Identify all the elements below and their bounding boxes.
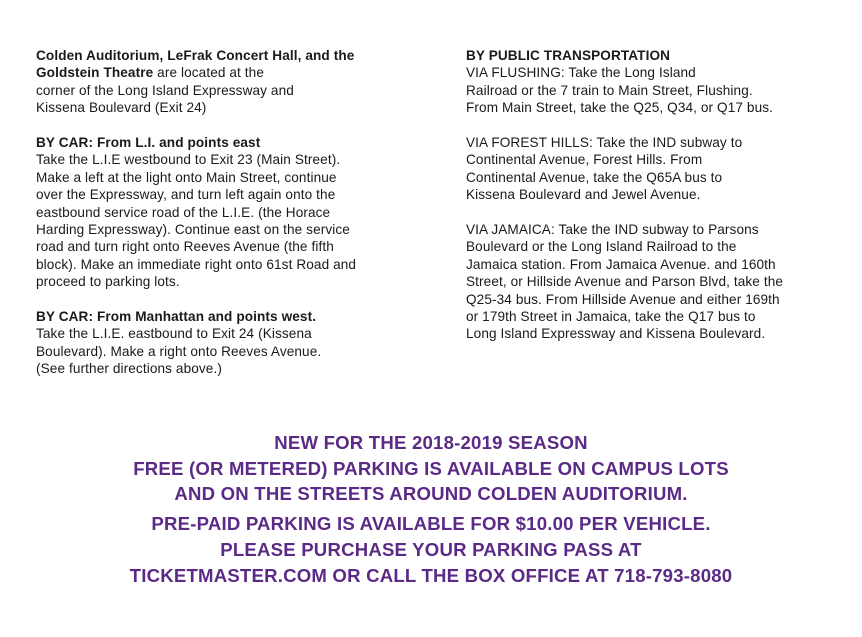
car-east-line: block). Make an immediate right onto 61st Road and bbox=[36, 256, 357, 272]
forest-hills-line: Continental Avenue, take the Q65A bus to bbox=[466, 169, 723, 185]
car-east-line: eastbound service road of the L.I.E. (the Horace bbox=[36, 204, 331, 220]
venue-names-line: Colden Auditorium, LeFrak Concert Hall, and the bbox=[36, 48, 355, 63]
box-office-contact-line: TICKETMASTER.COM OR CALL THE BOX OFFICE AT 718-793-8080 bbox=[129, 565, 733, 586]
car-west-directions bbox=[36, 308, 436, 378]
left-column bbox=[36, 47, 436, 395]
location-text: are located at the bbox=[153, 65, 265, 81]
jamaica-line: Jamaica station. From Jamaica Avenue. and 160th bbox=[466, 256, 776, 272]
venue-intro bbox=[36, 47, 436, 117]
right-column bbox=[466, 47, 846, 360]
location-line-4: Kissena Boulevard (Exit 24) bbox=[36, 100, 207, 116]
car-east-directions bbox=[36, 134, 436, 291]
car-east-line: over the Expressway, and turn left again onto the bbox=[36, 187, 336, 203]
jamaica-line: VIA JAMAICA: Take the IND subway to Parsons bbox=[466, 222, 759, 238]
forest-hills-line: Kissena Boulevard and Jewel Avenue. bbox=[466, 187, 701, 203]
public-transport-heading: BY PUBLIC TRANSPORTATION bbox=[466, 48, 671, 63]
forest-hills-directions bbox=[466, 134, 846, 204]
free-parking-announcement bbox=[0, 430, 862, 507]
jamaica-line: Boulevard or the Long Island Railroad to the bbox=[466, 239, 737, 255]
flushing-line: VIA FLUSHING: Take the Long Island bbox=[466, 65, 696, 81]
car-east-line: Harding Expressway). Continue east on the service bbox=[36, 222, 350, 238]
forest-hills-line: VIA FOREST HILLS: Take the IND subway to bbox=[466, 135, 743, 151]
goldstein-theatre-name: Goldstein Theatre bbox=[36, 65, 154, 81]
car-west-line: Take the L.I.E. eastbound to Exit 24 (Kissena bbox=[36, 326, 312, 342]
car-east-line: Make a left at the light onto Main Street, continue bbox=[36, 169, 337, 185]
car-west-line: Boulevard). Make a right onto Reeves Avenue. bbox=[36, 343, 322, 359]
car-east-line: road and turn right onto Reeves Avenue (the fifth bbox=[36, 239, 334, 255]
jamaica-directions bbox=[466, 221, 846, 343]
flushing-directions bbox=[466, 47, 846, 117]
prepaid-parking-line: PRE-PAID PARKING IS AVAILABLE FOR $10.00 PER VEHICLE. bbox=[151, 513, 711, 534]
car-east-line: proceed to parking lots. bbox=[36, 274, 180, 290]
forest-hills-line: Continental Avenue, Forest Hills. From bbox=[466, 152, 703, 168]
free-parking-line: AND ON THE STREETS AROUND COLDEN AUDITORIUM. bbox=[174, 483, 688, 504]
venue-location-line bbox=[36, 64, 436, 81]
flushing-line: From Main Street, take the Q25, Q34, or Q17 bus. bbox=[466, 100, 774, 116]
jamaica-line: Long Island Expressway and Kissena Boulevard. bbox=[466, 326, 766, 342]
car-east-heading: BY CAR: From L.I. and points east bbox=[36, 135, 261, 151]
jamaica-line: or 179th Street in Jamaica, take the Q17 bus to bbox=[466, 309, 756, 325]
prepaid-parking-announcement bbox=[0, 511, 862, 589]
car-west-line: (See further directions above.) bbox=[36, 361, 222, 377]
car-east-line: Take the L.I.E westbound to Exit 23 (Main Street). bbox=[36, 152, 341, 168]
jamaica-line: Street, or Hillside Avenue and Parson Blvd, take the bbox=[466, 274, 784, 290]
prepaid-parking-line: PLEASE PURCHASE YOUR PARKING PASS AT bbox=[220, 539, 642, 560]
free-parking-line: FREE (OR METERED) PARKING IS AVAILABLE ON CAMPUS LOTS bbox=[133, 457, 729, 479]
season-announcement-line: NEW FOR THE 2018-2019 SEASON bbox=[274, 432, 588, 453]
flushing-line: Railroad or the 7 train to Main Street, Flushing. bbox=[466, 82, 753, 98]
car-west-heading: BY CAR: From Manhattan and points west. bbox=[36, 309, 317, 325]
jamaica-line: Q25-34 bus. From Hillside Avenue and either 169th bbox=[466, 291, 780, 307]
location-line-3: corner of the Long Island Expressway and bbox=[36, 82, 294, 98]
